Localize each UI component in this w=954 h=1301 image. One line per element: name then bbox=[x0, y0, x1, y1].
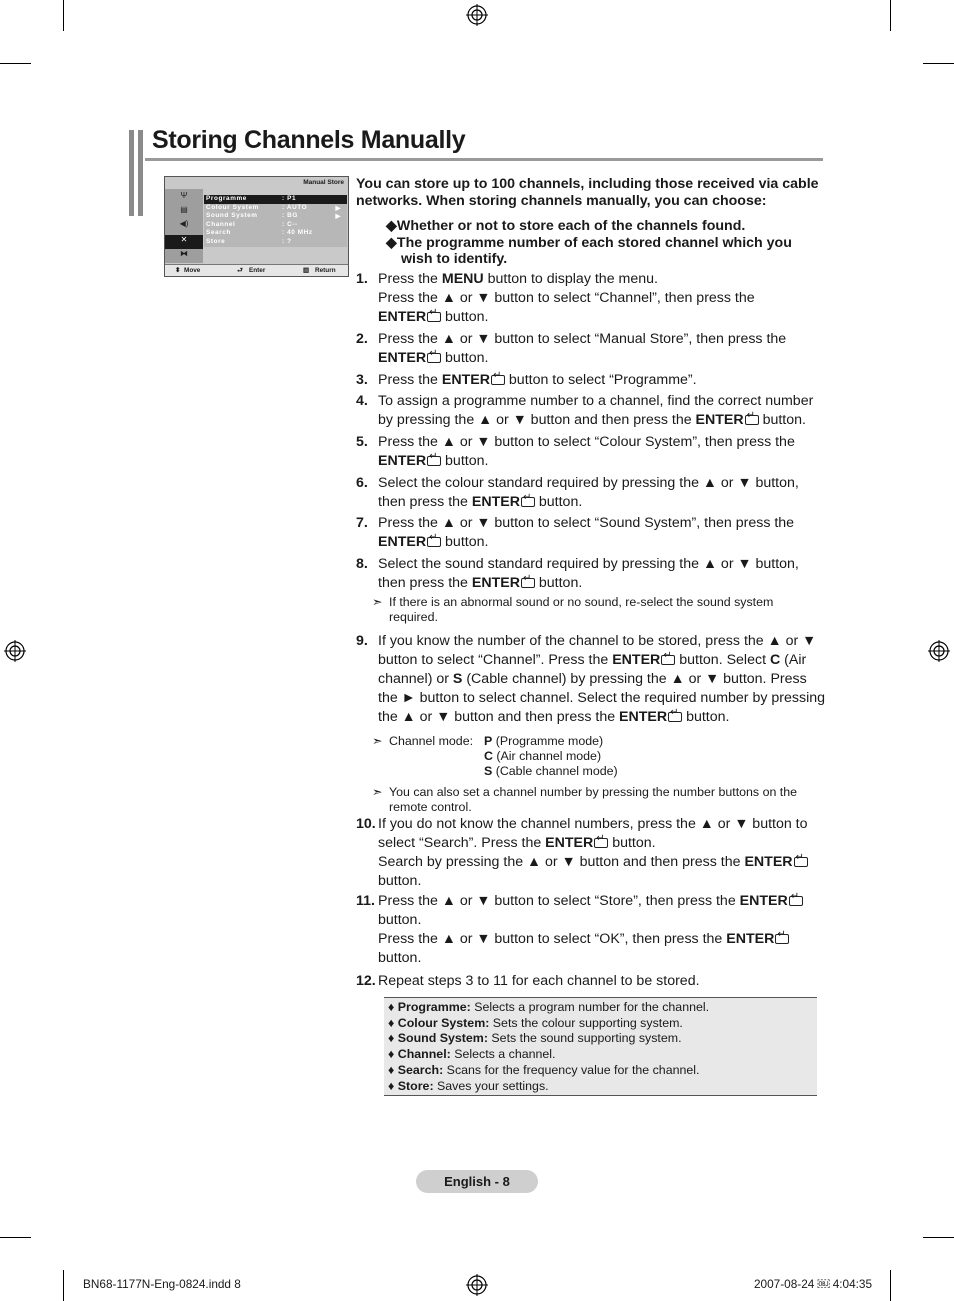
menu-footer-move: Move bbox=[184, 267, 201, 274]
registration-mark-icon bbox=[4, 640, 26, 662]
move-icon: ⬍ bbox=[175, 267, 181, 274]
menu-row-key: Programme bbox=[206, 195, 247, 202]
enter-button-icon bbox=[661, 655, 675, 665]
summary-item: ♦ Store: Saves your settings. bbox=[388, 1078, 549, 1093]
enter-button-icon bbox=[521, 578, 535, 588]
menu-row-key: Channel bbox=[206, 220, 236, 228]
menu-row-value: : AUTO bbox=[282, 203, 308, 211]
menu-footer-enter: Enter bbox=[249, 267, 266, 274]
crop-mark bbox=[923, 63, 954, 64]
intro-text: You can store up to 100 channels, including those received via cable networks. When storing channels manually, you can choose: bbox=[356, 176, 819, 209]
imprint-date: 2007-08-24 ￼ 4:04:35 bbox=[754, 1277, 873, 1291]
menu-footer bbox=[165, 264, 348, 276]
enter-button-icon bbox=[491, 375, 505, 385]
channel-mode-label: Channel mode: bbox=[389, 734, 474, 748]
enter-icon: ⮐ bbox=[237, 267, 243, 274]
choice-bullets bbox=[386, 218, 826, 268]
enter-button-icon bbox=[789, 896, 803, 906]
summary-item: ♦ Colour System: Sets the colour supporting system. bbox=[388, 1015, 683, 1030]
enter-button-icon bbox=[427, 537, 441, 547]
diamond-icon: ◆ bbox=[386, 218, 397, 234]
menu-header: Manual Store bbox=[303, 179, 344, 186]
crop-mark bbox=[890, 0, 891, 31]
step-number: 7. bbox=[356, 515, 368, 531]
crop-mark bbox=[923, 1237, 954, 1238]
enter-button-icon bbox=[427, 312, 441, 322]
menu-row-value: : 40 MHz bbox=[282, 229, 313, 237]
step-number: 4. bbox=[356, 393, 368, 409]
step-number: 9. bbox=[356, 633, 368, 649]
menu-row bbox=[204, 221, 347, 230]
step-number: 6. bbox=[356, 475, 368, 491]
antenna-icon: Ψ bbox=[180, 191, 188, 200]
menu-screenshot bbox=[164, 176, 349, 277]
step-number: 3. bbox=[356, 372, 368, 388]
enter-button-icon bbox=[794, 857, 808, 867]
menu-row-value: : ? bbox=[282, 237, 292, 245]
bullet-text: The programme number of each stored channel which you wish to identify. bbox=[396, 234, 792, 267]
summary-item: ♦ Sound System: Sets the sound supporting system. bbox=[388, 1031, 682, 1046]
crop-mark bbox=[63, 1270, 64, 1301]
menu-row bbox=[204, 238, 347, 247]
menu-footer-return: Return bbox=[315, 267, 336, 274]
enter-button-icon bbox=[594, 838, 608, 848]
bullet-item bbox=[386, 218, 826, 235]
menu-row-key: Sound System bbox=[206, 212, 258, 220]
registration-mark-icon bbox=[928, 640, 950, 662]
step-number: 1. bbox=[356, 271, 368, 287]
imprint-file: BN68-1177N-Eng-0824.indd 8 bbox=[83, 1277, 241, 1291]
summary-item: ♦ Search: Scans for the frequency value for the channel. bbox=[388, 1062, 700, 1077]
step-number: 12. bbox=[356, 973, 376, 989]
menu-sidebar bbox=[165, 189, 203, 263]
crop-mark bbox=[0, 1237, 31, 1238]
page-title: Storing Channels Manually bbox=[152, 126, 466, 154]
crop-mark bbox=[890, 1270, 891, 1301]
menu-row-value: : C-- bbox=[282, 220, 298, 228]
note-arrow-icon: ➣ bbox=[372, 785, 383, 799]
menu-rows bbox=[204, 195, 347, 247]
page-number-badge: English - 8 bbox=[416, 1170, 538, 1193]
step-number: 2. bbox=[356, 331, 368, 347]
menu-row bbox=[204, 229, 347, 238]
return-icon: ▥ bbox=[303, 267, 310, 274]
menu-row-key: Store bbox=[206, 237, 226, 245]
enter-button-icon bbox=[427, 456, 441, 466]
sound-icon: ◀) bbox=[179, 219, 189, 228]
registration-mark-icon bbox=[466, 1274, 488, 1296]
enter-button-icon bbox=[521, 497, 535, 507]
menu-row-key: Colour System bbox=[206, 203, 259, 211]
note-arrow-icon: ➣ bbox=[372, 595, 383, 609]
title-underline bbox=[145, 158, 823, 161]
menu-row-value: : P1 bbox=[282, 195, 297, 202]
menu-row-arrow: ▶ bbox=[335, 204, 341, 212]
picture-icon: ▤ bbox=[180, 205, 188, 214]
diamond-icon: ◆ bbox=[386, 234, 397, 251]
setup-icon: ⧓ bbox=[180, 249, 188, 258]
menu-row bbox=[204, 212, 347, 221]
summary-item: ♦ Channel: Selects a channel. bbox=[388, 1047, 556, 1062]
crop-mark bbox=[63, 0, 64, 31]
menu-row bbox=[204, 204, 347, 213]
step-number: 10. bbox=[356, 816, 376, 832]
summary-item: ♦ Programme: Selects a program number for the channel. bbox=[388, 1000, 710, 1014]
step-number: 11. bbox=[356, 893, 375, 909]
enter-button-icon bbox=[427, 353, 441, 363]
enter-button-icon bbox=[775, 934, 789, 944]
menu-row bbox=[204, 195, 347, 204]
enter-button-icon bbox=[668, 712, 682, 722]
note-arrow-icon: ➣ bbox=[372, 734, 383, 748]
step-number: 5. bbox=[356, 434, 368, 450]
step-number: 8. bbox=[356, 556, 368, 572]
title-accent-stripe bbox=[134, 130, 138, 216]
registration-mark-icon bbox=[466, 4, 488, 26]
enter-button-icon bbox=[745, 415, 759, 425]
menu-row-value: : BG bbox=[282, 212, 298, 220]
bullet-item bbox=[386, 235, 826, 268]
crop-mark bbox=[0, 63, 31, 64]
summary-box bbox=[384, 997, 817, 1096]
bullet-text: Whether or not to store each of the channels found. bbox=[396, 218, 746, 234]
channel-mode-note: ➣ Channel mode: P (Programme mode) C (Air channel mode) S (Cable channel mode) bbox=[372, 734, 618, 778]
menu-row-key: Search bbox=[206, 229, 231, 237]
channel-icon: ✕ bbox=[165, 235, 203, 249]
menu-row-arrow: ▶ bbox=[335, 213, 341, 221]
